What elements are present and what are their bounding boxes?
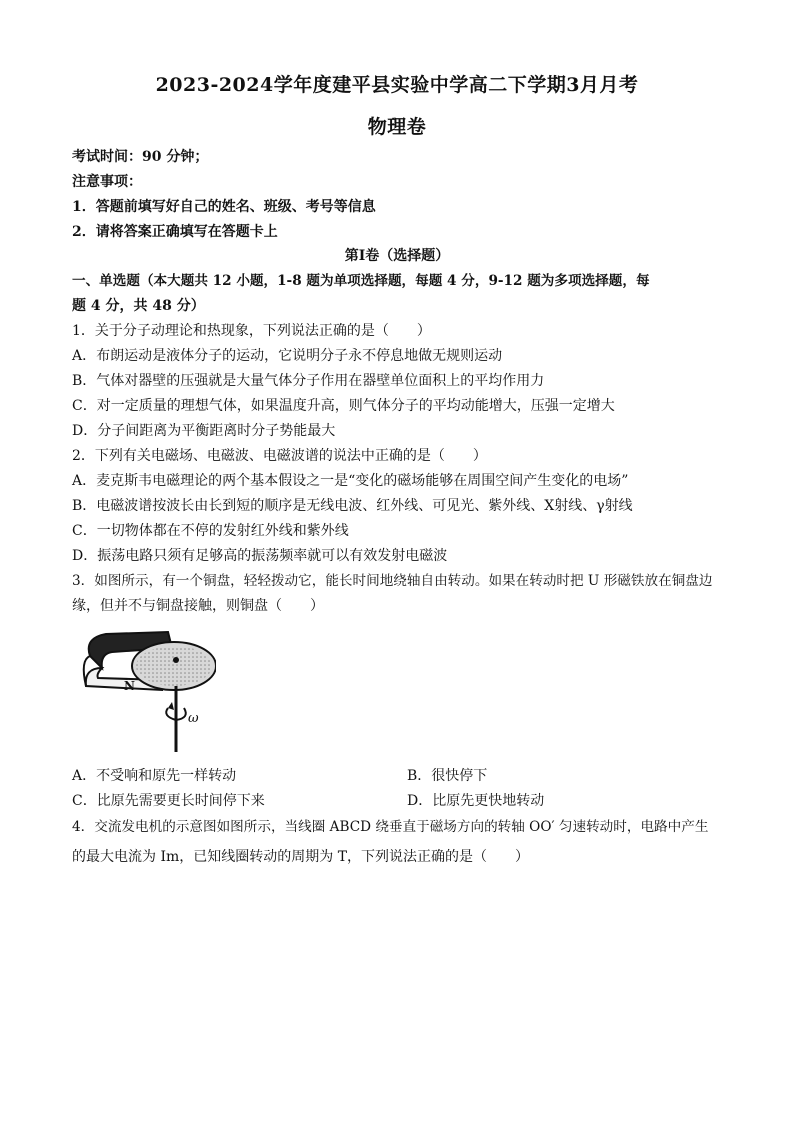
question-4-stem-line2: 的最大电流为 Im，已知线圈转动的周期为 T，下列说法正确的是（ ）	[72, 849, 530, 865]
question-1-option-a: A．布朗运动是液体分子的运动，它说明分子永不停息地做无规则运动	[72, 348, 503, 364]
question-3-option-a: A．不受响和原先一样转动	[72, 768, 237, 784]
exam-title: 2023-2024学年度建平县实验中学高二下学期3月月考	[155, 74, 639, 96]
section-instruction-line2: 题 4 分，共 48 分）	[72, 298, 205, 314]
question-2-option-c: C．一切物体都在不停的发射红外线和紫外线	[72, 523, 349, 539]
question-2-stem: 2．下列有关电磁场、电磁波、电磁波谱的说法中正确的是（ ）	[72, 448, 487, 464]
copper-disk-magnet-illustration	[76, 628, 216, 754]
question-1-option-c: C．对一定质量的理想气体，如果温度升高，则气体分子的平均动能增大，压强一定增大	[72, 398, 615, 414]
exam-subtitle: 物理卷	[367, 116, 427, 138]
question-4-stem-line1: 4．交流发电机的示意图如图所示，当线圈 ABCD 绕垂直于磁场方向的转轴 OO′ 匀速转动时，电路中产生	[72, 819, 709, 835]
section-instruction-line1: 一、单选题（本大题共 12 小题，1-8 题为单项选择题，每题 4 分，9-12 题为多项选择题，每	[72, 273, 650, 289]
question-3-option-c: C．比原先需要更长时间停下来	[72, 793, 265, 809]
question-1-stem: 1．关于分子动理论和热现象，下列说法正确的是（ ）	[72, 323, 431, 339]
notice-item-1: 1．答题前填写好自己的姓名、班级、考号等信息	[72, 199, 376, 215]
question-2-option-a: A．麦克斯韦电磁理论的两个基本假设之一是“变化的磁场能够在周围空间产生变化的电场”	[72, 473, 629, 489]
question-3-stem-line2: 缘，但并不与铜盘接触，则铜盘（ ）	[72, 598, 324, 614]
magnet-n-label: N	[124, 679, 135, 693]
question-2-option-d: D．振荡电路只须有足够高的振荡频率就可以有效发射电磁波	[72, 548, 448, 564]
copper-disk-magnet-figure	[76, 628, 216, 754]
section-title: 第Ⅰ卷（选择题）	[344, 248, 450, 264]
notice-heading: 注意事项：	[72, 174, 142, 190]
notice-item-2: 2．请将答案正确填写在答题卡上	[72, 224, 278, 240]
question-2-option-b: B．电磁波谱按波长由长到短的顺序是无线电波、红外线、可见光、紫外线、X射线、γ射线	[72, 498, 633, 514]
question-3-stem-line1: 3．如图所示，有一个铜盘，轻轻拨动它，能长时间地绕轴自由转动。如果在转动时把 U 形磁铁放在铜盘边	[72, 573, 713, 589]
exam-time: 考试时间：90 分钟；	[72, 149, 209, 165]
question-1-option-d: D．分子间距离为平衡距离时分子势能最大	[72, 423, 336, 439]
omega-label: ω	[188, 711, 199, 726]
question-3-option-d: D．比原先更快地转动	[407, 793, 545, 809]
question-3-option-b: B．很快停下	[407, 768, 488, 784]
question-1-option-b: B．气体对器壁的压强就是大量气体分子作用在器壁单位面积上的平均作用力	[72, 373, 545, 389]
